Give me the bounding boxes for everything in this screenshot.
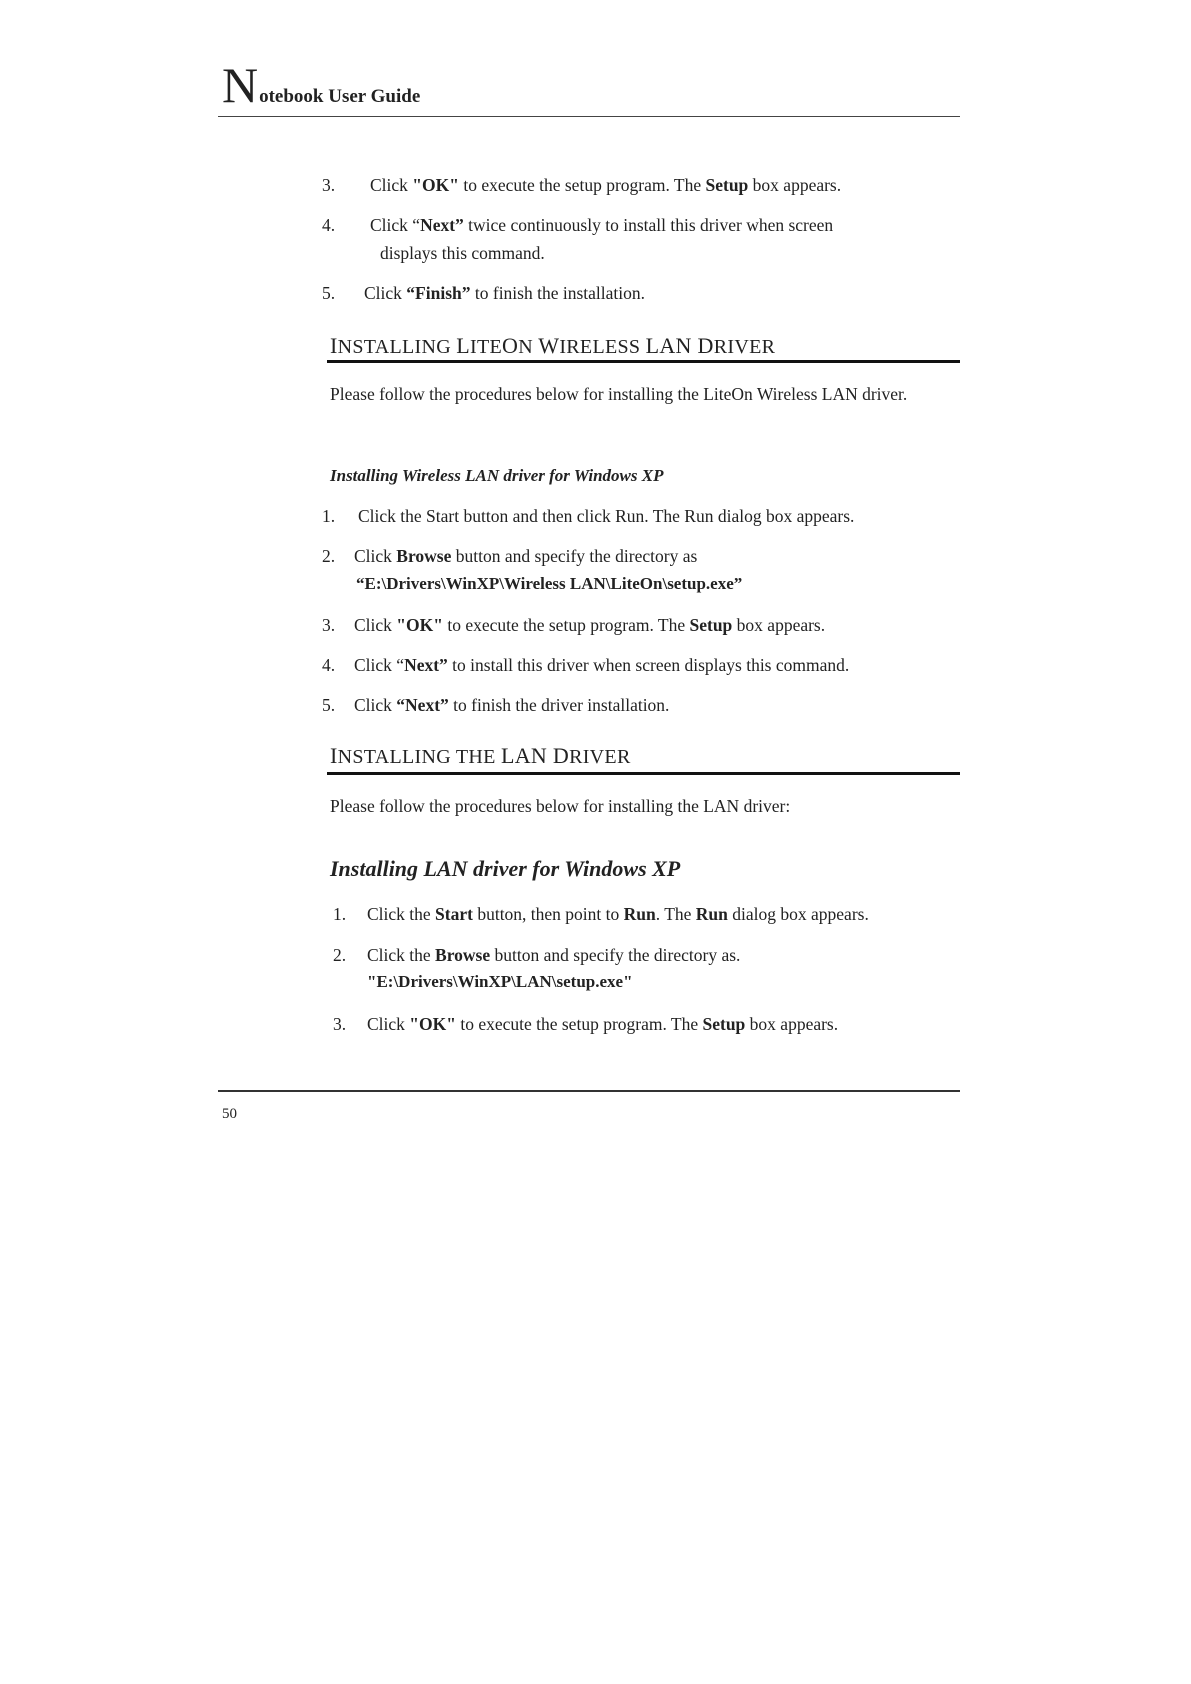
header-initial: N — [222, 57, 259, 113]
section-intro: Please follow the procedures below for installing the LiteOn Wireless LAN driver. — [330, 384, 908, 404]
directory-path: “E:\Drivers\WinXP\Wireless LAN\LiteOn\setup.exe” — [356, 574, 743, 593]
list-item-continuation: displays this command. — [380, 243, 545, 263]
section-heading-liteon: INSTALLING LITEON WIRELESS LAN DRIVER — [330, 333, 776, 358]
sub-heading: Installing Wireless LAN driver for Windows XP — [330, 466, 664, 485]
section-intro: Please follow the procedures below for installing the LAN driver: — [330, 796, 791, 816]
running-header — [222, 57, 421, 113]
header-title: otebook User Guide — [259, 86, 421, 107]
footer-rule — [218, 1090, 960, 1092]
section-heading-lan: INSTALLING THE LAN DRIVER — [330, 743, 631, 768]
section-rule — [327, 360, 960, 363]
sub-heading: Installing LAN driver for Windows XP — [330, 856, 681, 881]
directory-path: "E:\Drivers\WinXP\LAN\setup.exe" — [367, 972, 633, 991]
page-number: 50 — [222, 1106, 237, 1122]
section-rule — [327, 772, 960, 775]
header-rule — [218, 116, 960, 117]
